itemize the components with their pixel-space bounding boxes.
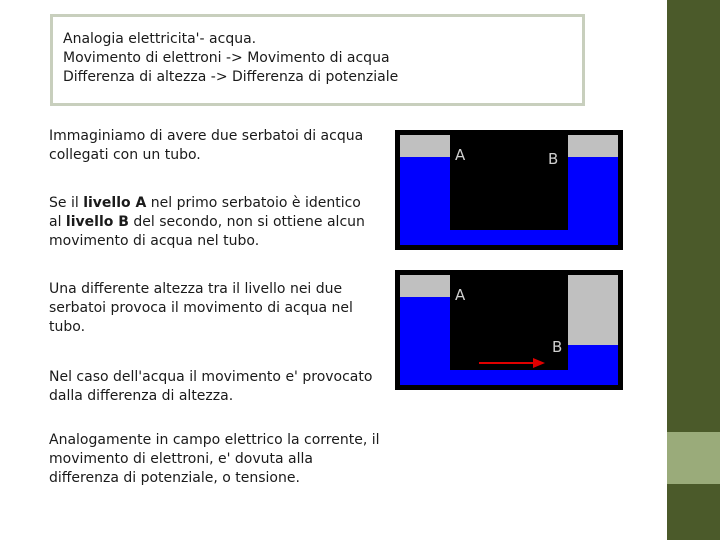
bold-level-b: livello B (65, 214, 129, 230)
label-b: B (552, 338, 563, 356)
sidebar-band (667, 0, 720, 540)
sidebar-accent (667, 432, 720, 484)
title-line-2: Movimento di elettroni -> Movimento di acqua (63, 50, 390, 66)
title-line-1: Analogia elettricita'- acqua. (63, 31, 257, 47)
paragraph-intro: Immaginiamo di avere due serbatoi di acqua collegati con un tubo. (49, 128, 364, 163)
tank-a-empty (400, 135, 450, 157)
pipe-water (450, 370, 568, 385)
tank-b-empty (568, 275, 618, 345)
bold-level-a: livello A (83, 195, 147, 211)
tanks-unequal-diagram (395, 270, 623, 390)
title-line-3: Differenza di altezza -> Differenza di potenziale (63, 69, 399, 85)
pipe-water (450, 230, 568, 245)
paragraph-electric-analogy: Analogamente in campo elettrico la corrente, il movimento di elettroni, e' dovuta alla differenza di potenziale, o tensione. (49, 432, 380, 486)
title-box (50, 14, 585, 106)
label-a: A (455, 146, 466, 164)
label-a: A (455, 286, 466, 304)
flow-arrow-icon (477, 356, 547, 370)
tanks-equal-diagram (395, 130, 623, 250)
paragraph-water-cause: Nel caso dell'acqua il movimento e' provocato dalla differenza di altezza. (49, 369, 373, 404)
tank-a-water (400, 157, 450, 245)
tank-b-empty (568, 135, 618, 157)
tank-b-water (568, 345, 618, 385)
tank-a-empty (400, 275, 450, 297)
paragraph-different-levels: Una differente altezza tra il livello nei due serbatoi provoca il movimento di acqua nel tubo. (49, 281, 353, 335)
label-b: B (548, 150, 559, 168)
tank-a-water (400, 297, 450, 385)
tank-b-water (568, 157, 618, 245)
paragraph-equal-levels: Se il livello A nel primo serbatoio è identico al livello B del secondo, non si ottiene alcun movimento di acqua nel tubo. (49, 195, 365, 249)
